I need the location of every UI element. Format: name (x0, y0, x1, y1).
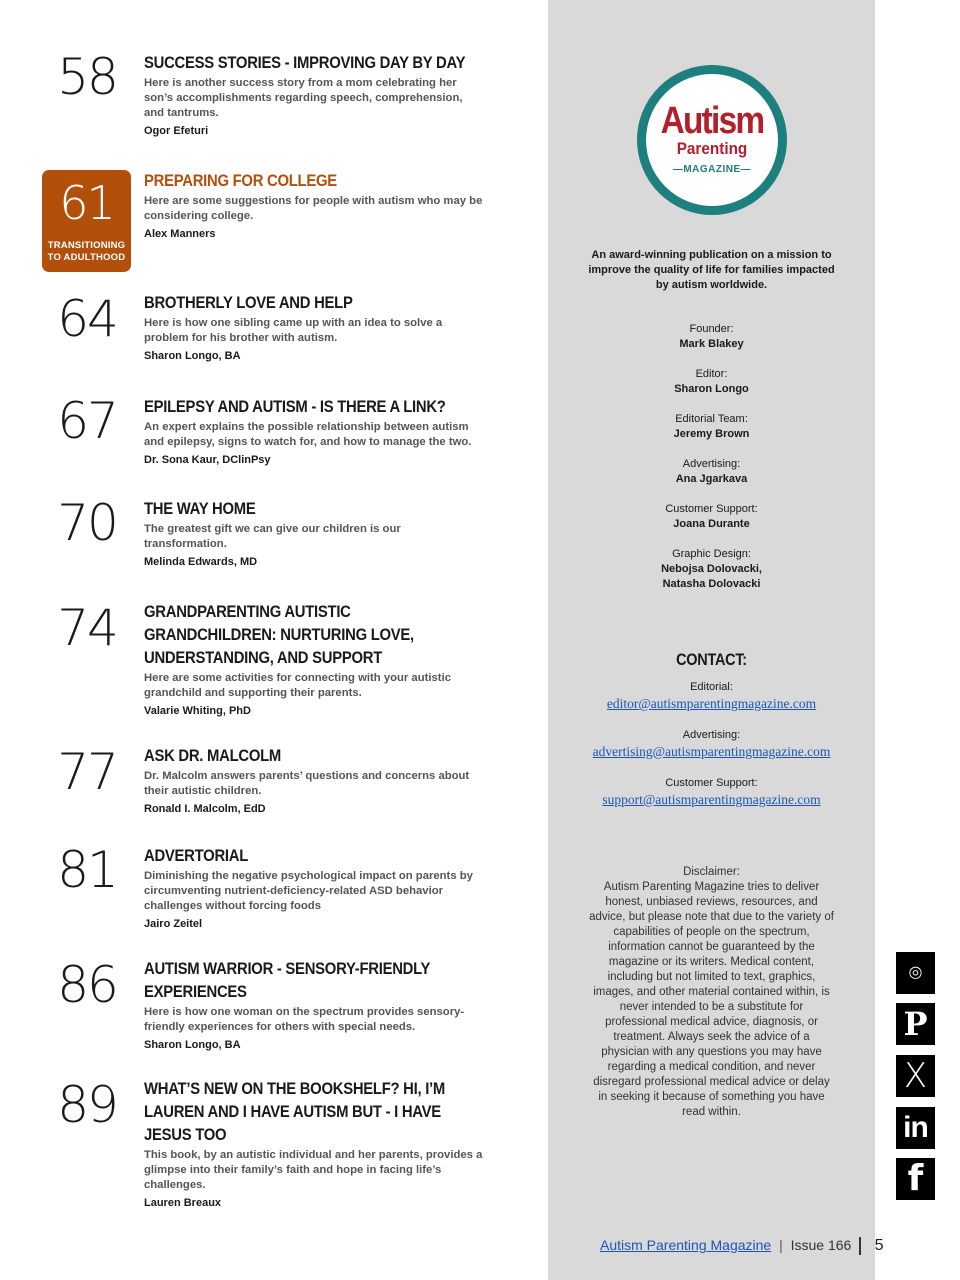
staff-role: Advertising: (682, 458, 741, 470)
article-author: Melinda Edwards, MD (144, 556, 258, 568)
article-description: Here is how one woman on the spectrum provides sensory-friendly experiences for others with special needs. (144, 1006, 465, 1033)
article-description: An expert explains the possible relationship between autism and epilepsy, signs to watch for, and how to manage the two. (144, 421, 472, 448)
article-author: Valarie Whiting, PhD (144, 705, 251, 717)
staff-list (548, 322, 875, 607)
page-number: 58 (57, 48, 117, 106)
footer-divider (859, 1237, 861, 1255)
mission-statement: An award-winning publication on a mission to improve the quality of life for families impacted by autism worldwide. (588, 249, 835, 291)
issue-number: Issue 166 (790, 1237, 852, 1253)
staff-role: Customer Support: (665, 503, 758, 515)
linkedin-icon[interactable]: in (896, 1107, 935, 1149)
staff-item (548, 412, 875, 442)
page-footer (600, 1237, 920, 1255)
page-number: 89 (57, 1076, 117, 1134)
page-number: 77 (57, 743, 117, 801)
page-number: 67 (57, 392, 117, 450)
article-author: Sharon Longo, BA (144, 350, 241, 362)
masthead-sidebar (548, 0, 875, 1280)
contact-item (548, 776, 875, 809)
contact-label: Advertising: (682, 729, 741, 741)
article-description: Here are some activities for connecting with your autistic grandchild and supporting their parents. (144, 672, 451, 699)
pinterest-icon[interactable]: P (896, 1003, 935, 1045)
article-author: Ronald I. Malcolm, EdD (144, 803, 266, 815)
page-number: 74 (57, 599, 117, 657)
contact-label: Editorial: (690, 681, 733, 693)
article-description: The greatest gift we can give our children is our transformation. (144, 523, 401, 550)
article-title[interactable]: SUCCESS STORIES - IMPROVING DAY BY DAY (144, 54, 466, 72)
article-author: Dr. Sona Kaur, DClinPsy (144, 454, 271, 466)
staff-item (548, 502, 875, 532)
page-number: 61 (59, 176, 114, 230)
contact-label: Customer Support: (665, 777, 758, 789)
disclaimer-text: Autism Parenting Magazine tries to deliver honest, unbiased reviews, resources, and advice, but please note that due to the variety of capabilities of people on the spectrum, information cannot be guaranteed by the magazine or its writers. Medical content, including but not limited to text, graphics, images, and other material contained within, is never intended to be a substitute for professional medical advice, diagnosis, or treatment. Always seek the advice of a physician with any questions you may have regarding a medical condition, and never disregard professional medical advice or delay in seeking it because of something you have read within. (589, 881, 834, 1118)
disclaimer-heading: Disclaimer: (683, 866, 740, 878)
footer-separator: | (779, 1237, 783, 1253)
contact-list (548, 680, 875, 824)
staff-name: Nebojsa Dolovacki, Natasha Dolovacki (661, 563, 762, 590)
featured-page-badge (42, 170, 131, 272)
logo-magazine-text: —MAGAZINE— (672, 164, 752, 175)
staff-name: Sharon Longo (674, 383, 749, 395)
article-title[interactable]: ASK DR. MALCOLM (144, 747, 282, 765)
article-title[interactable]: ADVERTORIAL (144, 847, 249, 865)
section-label: TRANSITIONING TO ADULTHOOD (47, 240, 126, 263)
staff-item (548, 457, 875, 487)
instagram-icon[interactable]: ◎ (896, 952, 935, 994)
article-author: Jairo Zeitel (144, 918, 203, 930)
article-description: This book, by an autistic individual and her parents, provides a glimpse into their family’s faith and hope in facing life’s challenges. (144, 1149, 483, 1191)
page-number-footer: 5 (874, 1237, 884, 1254)
article-title[interactable]: AUTISM WARRIOR - SENSORY-FRIENDLY EXPERIENCES (144, 960, 430, 1001)
article-description: Here are some suggestions for people with autism who may be considering college. (144, 195, 483, 222)
article-description: Here is how one sibling came up with an idea to solve a problem for his brother with autism. (144, 317, 443, 344)
staff-item (548, 367, 875, 397)
article-author: Lauren Breaux (144, 1197, 222, 1209)
article-title[interactable]: BROTHERLY LOVE AND HELP (144, 294, 353, 312)
article-author: Sharon Longo, BA (144, 1039, 241, 1051)
page-number: 86 (57, 956, 117, 1014)
staff-item (548, 547, 875, 592)
contact-heading: CONTACT: (676, 650, 747, 669)
advertising-email-link[interactable]: advertising@autismparentingmagazine.com (592, 744, 831, 759)
article-title[interactable]: THE WAY HOME (144, 500, 256, 518)
magazine-link[interactable]: Autism Parenting Magazine (600, 1237, 772, 1253)
contact-item (548, 680, 875, 713)
staff-role: Founder: (689, 323, 734, 335)
editorial-email-link[interactable]: editor@autismparentingmagazine.com (606, 696, 817, 711)
staff-name: Ana Jgarkava (675, 473, 748, 485)
staff-name: Jeremy Brown (673, 428, 750, 440)
contact-item (548, 728, 875, 761)
article-author: Alex Manners (144, 228, 216, 240)
staff-item (548, 322, 875, 352)
staff-name: Mark Blakey (679, 338, 744, 350)
article-author: Ogor Efeturi (144, 125, 209, 137)
magazine-logo[interactable] (637, 65, 787, 215)
article-description: Diminishing the negative psychological impact on parents by circumventing nutrient-deficiency-related ASD behavior challenges without forcing foods (144, 870, 473, 912)
staff-role: Editor: (695, 368, 728, 380)
page-number: 64 (57, 290, 117, 348)
staff-name: Joana Durante (673, 518, 750, 530)
support-email-link[interactable]: support@autismparentingmagazine.com (602, 792, 821, 807)
page-number: 81 (57, 841, 117, 899)
logo-autism-text: Autism (660, 100, 764, 142)
page-number: 70 (57, 494, 117, 552)
article-description: Here is another success story from a mom celebrating her son’s accomplishments regarding speech, comprehension, and tantrums. (144, 77, 463, 119)
article-title[interactable]: WHAT’S NEW ON THE BOOKSHELF? HI, I’M LAUREN AND I HAVE AUTISM BUT - I HAVE JESUS TOO (144, 1080, 446, 1144)
logo-parenting-text: Parenting (676, 139, 748, 158)
staff-role: Editorial Team: (675, 413, 748, 425)
article-title[interactable]: GRANDPARENTING AUTISTIC GRANDCHILDREN: NURTURING LOVE, UNDERSTANDING, AND SUPPORT (144, 603, 414, 667)
facebook-icon[interactable]: f (896, 1158, 935, 1200)
x-icon[interactable]: X (896, 1055, 935, 1097)
staff-role: Graphic Design: (672, 548, 751, 560)
article-title[interactable]: PREPARING FOR COLLEGE (144, 172, 337, 190)
article-description: Dr. Malcolm answers parents’ questions and concerns about their autistic children. (144, 770, 470, 797)
article-title[interactable]: EPILEPSY AND AUTISM - IS THERE A LINK? (144, 398, 446, 416)
